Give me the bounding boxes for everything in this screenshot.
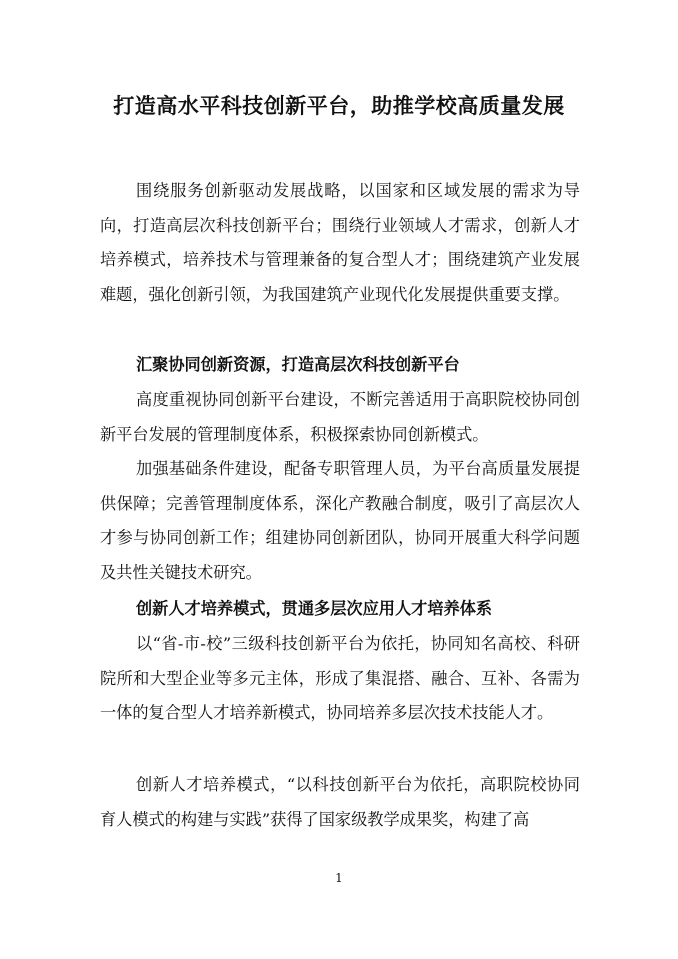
page-number: 1: [335, 871, 343, 885]
section-heading-collaborative-innovation: 汇聚协同创新资源，打造高层次科技创新平台: [136, 355, 460, 374]
paragraph-teaching-award: 创新人才培养模式，“以科技创新平台为依托，高职院校协同育人模式的构建与实践”获得了国家级教学成果奖，构建了高: [100, 775, 580, 829]
paragraph-three-level-platform: 以“省-市-校”三级科技创新平台为依托，协同知名高校、科研院所和大型企业等多元主体，形成了集混搭、融合、互补、各需为一体的复合型人才培养新模式，协同培养多层次技术技能人才。: [100, 634, 580, 722]
section-heading-talent-training: 创新人才培养模式，贯通多层次应用人才培养体系: [136, 599, 493, 618]
paragraph-platform-construction: 高度重视协同创新平台建设，不断完善适用于高职院校协同创新平台发展的管理制度体系，积极探索协同创新模式。: [100, 390, 580, 444]
paragraph-infrastructure: 加强基础条件建设，配备专职管理人员，为平台高质量发展提供保障；完善管理制度体系，深化产教融合制度，吸引了高层次人才参与协同创新工作；组建协同创新团队，协同开展重大科学问题及共性关键技术研究。: [100, 459, 580, 582]
document-title: 打造高水平科技创新平台，助推学校高质量发展: [113, 93, 565, 118]
intro-paragraph: 围绕服务创新驱动发展战略，以国家和区域发展的需求为导向，打造高层次科技创新平台；围绕行业领域人才需求，创新人才培养模式，培养技术与管理兼备的复合型人才；围绕建筑产业发展难题，强化创新引领，为我国建筑产业现代化发展提供重要支撑。: [100, 181, 580, 304]
